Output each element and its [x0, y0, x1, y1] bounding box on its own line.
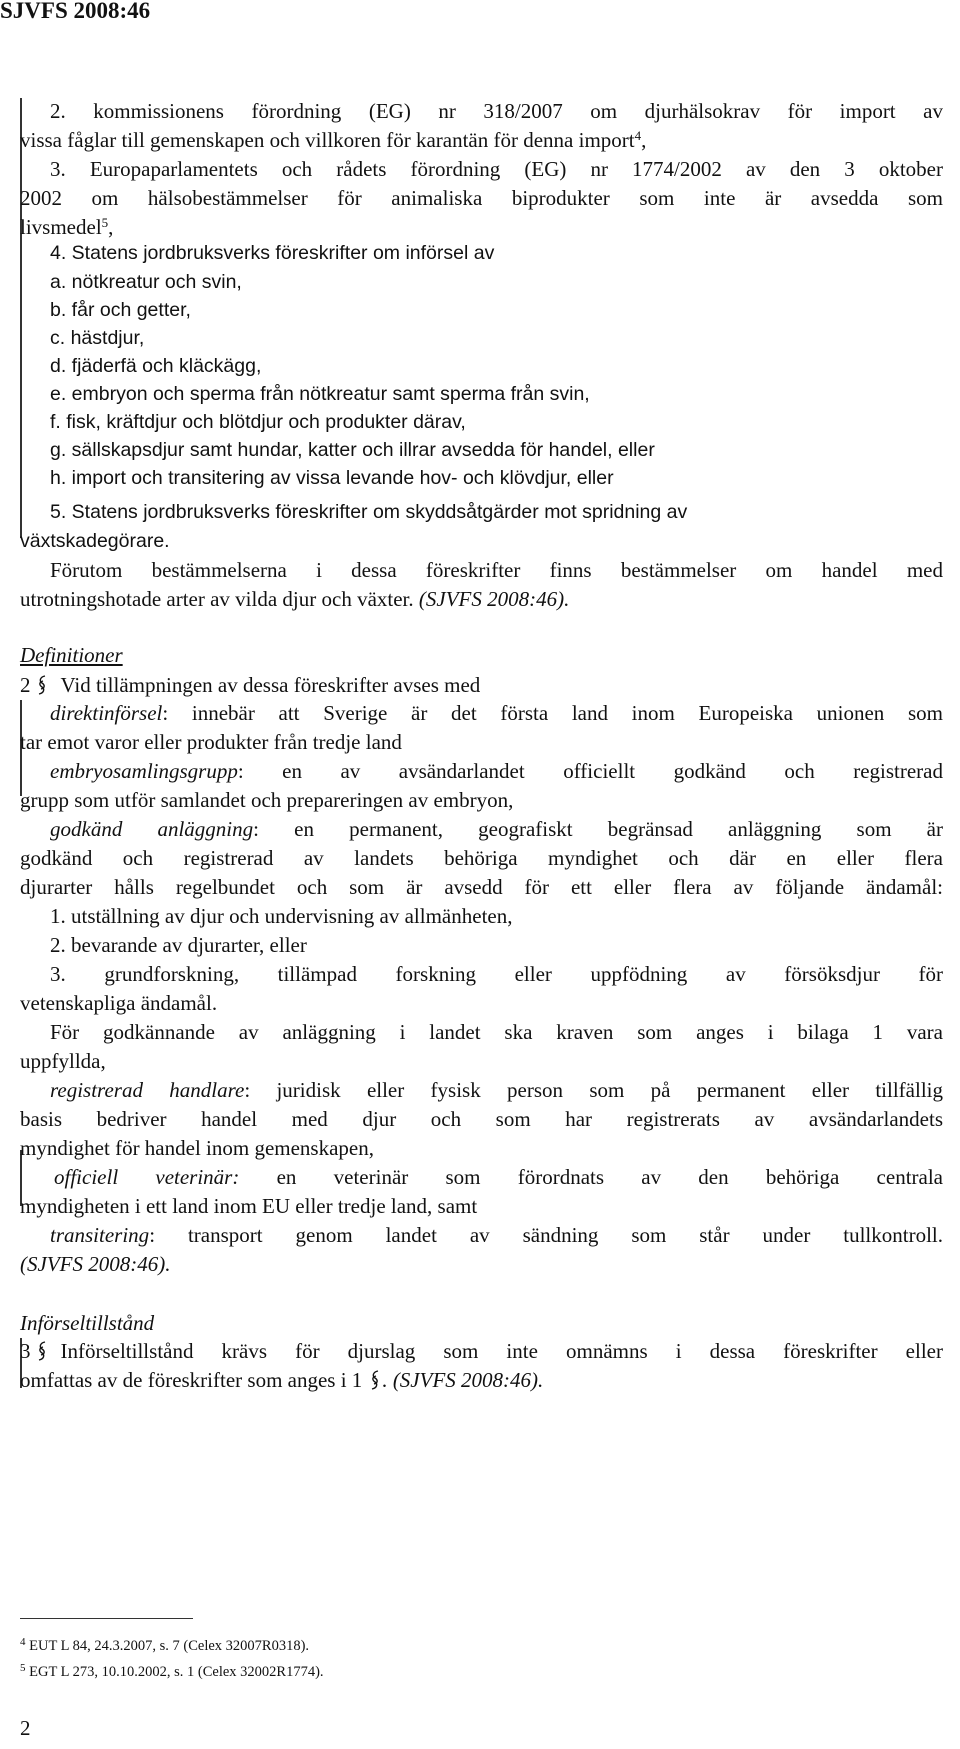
sublist-item: h. import och transitering av vissa levande hov- och klövdjur, eller [50, 467, 614, 489]
section-heading-definitions: Definitioner [20, 643, 123, 667]
purpose-item-1: 1. utställning av djur och undervisning av allmänheten, [50, 904, 513, 928]
definition-officiell-veterinar: officiell veterinär: en veterinär som förordnats av den behöriga centrala [54, 1165, 944, 1189]
approval-paragraph-line2: uppfyllda, [20, 1049, 106, 1073]
section-heading-permit: Införseltillstånd [20, 1311, 155, 1335]
list-item-3-line3: livsmedel$^5$, [20, 215, 114, 239]
definition-godkand-anlaggning: godkänd anläggning: en permanent, geografiskt begränsad anläggning som är [50, 817, 943, 841]
sublist [50, 268, 655, 492]
section-sign-icon [37, 670, 47, 700]
sublist-item: g. sällskapsdjur samt hundar, katter och illrar avsedda för handel, eller [50, 439, 655, 461]
list-item-3-line1: 3. Europaparlamentets och rådets förordning (EG) nr 1774/2002 av den 3 oktober [50, 157, 943, 181]
purpose-item-3: 3. grundforskning, tillämpad forskning eller uppfödning av försöksdjur för [50, 962, 943, 986]
list-item-2-line1: 2. kommissionens förordning (EG) nr 318/2007 om djurhälsokrav för import av [50, 99, 943, 123]
footnote-ref[interactable]: 5 [101, 215, 109, 230]
section-sign-icon [370, 1365, 380, 1395]
page-number: 2 [20, 1716, 31, 1740]
list-item-5-line1: 5. Statens jordbruksverks föreskrifter om skyddsåtgärder mot spridning av [50, 501, 688, 523]
purpose-item-2: 2. bevarande av djurarter, eller [50, 933, 307, 957]
purpose-item-3-line2: vetenskapliga ändamål. [20, 991, 218, 1015]
definition-embryosamlingsgrupp-line2: grupp som utför samlandet och prepareringen av embryon, [20, 788, 514, 812]
definition-godkand-anlaggning-line2: godkänd och registrerad av landets behöriga myndighet och där en eller flera [20, 846, 943, 870]
list-item-3-line2: 2002 om hälsobestämmelser för animaliska biprodukter som inte är avsedda som [20, 186, 943, 210]
definition-transitering: transitering: transport genom landet av sändning som står under tullkontroll. [50, 1223, 943, 1247]
footnote-ref[interactable]: 4 [634, 128, 642, 143]
definition-direktinforsel-line2: tar emot varor eller produkter från tredje land [20, 730, 402, 754]
definition-registrerad-handlare: registrerad handlare: juridisk eller fysisk person som på permanent eller tillfällig [50, 1078, 943, 1102]
sublist-item: f. fisk, kräftdjur och blötdjur och produkter därav, [50, 411, 466, 433]
list-item-5-line2: växtskadegörare. [20, 530, 170, 552]
running-header: SJVFS 2008:46 [0, 0, 151, 23]
section-2-intro: 2 Vid tillämpningen av dessa föreskrifter avses med [20, 670, 480, 700]
definition-officiell-veterinar-line2: myndigheten i ett land inom EU eller tredje land, samt [20, 1194, 478, 1218]
sublist-item: c. hästdjur, [50, 327, 145, 349]
change-bar [20, 98, 22, 538]
footnote-5: $^5$ EGT L 273, 10.10.2002, s. 1 (Celex 32002R1774). [20, 1662, 324, 1680]
paragraph-line1: Förutom bestämmelserna i dessa föreskrifter finns bestämmelser om handel med [50, 558, 943, 582]
sublist-item: a. nötkreatur och svin, [50, 271, 242, 293]
paragraph-line2: utrotningshotade arter av vilda djur och växter. (SJVFS 2008:46). [20, 587, 570, 611]
approval-paragraph: För godkännande av anläggning i landet ska kraven som anges i bilaga 1 vara [50, 1020, 943, 1044]
footnote-separator [20, 1618, 193, 1619]
footnote-4: $^4$ EUT L 84, 24.3.2007, s. 7 (Celex 32007R0318). [20, 1636, 310, 1654]
definition-embryosamlingsgrupp: embryosamlingsgrupp: en av avsändarlandet officiellt godkänd och registrerad [50, 759, 943, 783]
sublist-item: e. embryon och sperma från nötkreatur samt sperma från svin, [50, 383, 590, 405]
definition-transitering-line2: (SJVFS 2008:46). [20, 1252, 171, 1276]
definition-registrerad-handlare-line3: myndighet för handel inom gemenskapen, [20, 1136, 374, 1160]
section-3-line1: 3 Införseltillstånd krävs för djurslag som inte omnämns i dessa föreskrifter eller [20, 1336, 943, 1366]
definition-godkand-anlaggning-line3: djurarter hålls regelbundet och som är avsedd för ett eller flera av följande ändamål: [20, 875, 943, 899]
definition-direktinforsel: direktinförsel: innebär att Sverige är det första land inom Europeiska unionen som [50, 701, 943, 725]
section-sign-icon [37, 1336, 47, 1366]
sublist-item: b. får och getter, [50, 299, 191, 321]
definition-registrerad-handlare-line2: basis bedriver handel med djur och som har registrerats av avsändarlandets [20, 1107, 943, 1131]
list-item-4: 4. Statens jordbruksverks föreskrifter om införsel av [50, 242, 495, 264]
sublist-item: d. fjäderfä och kläckägg, [50, 355, 262, 377]
list-item-2-line2: vissa fåglar till gemenskapen och villkoren för karantän för denna import$^4$, [20, 128, 647, 152]
section-3-line2: omfattas av de föreskrifter som anges i 1 . (SJVFS 2008:46). [20, 1365, 543, 1395]
